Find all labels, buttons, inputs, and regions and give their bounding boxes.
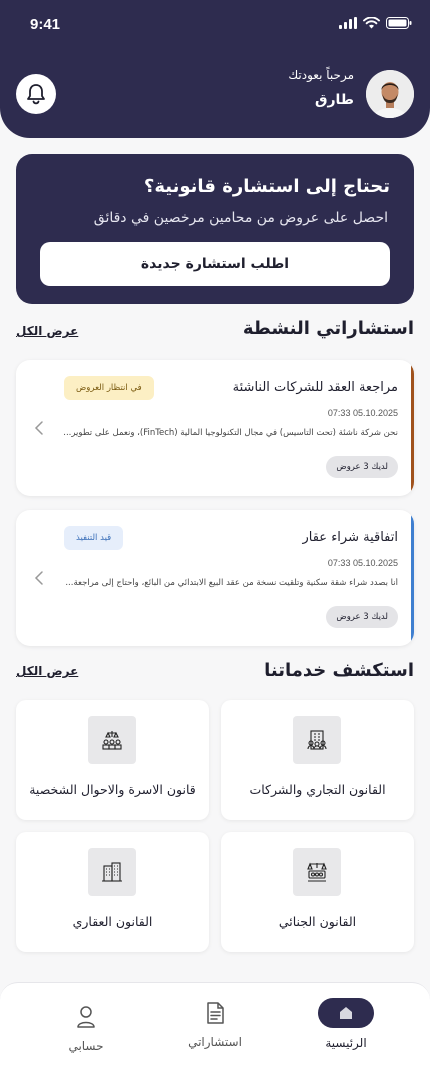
notifications-button[interactable] <box>16 74 56 114</box>
promo-subtitle: احصل على عروض من محامين مرخصين في دقائق <box>93 210 388 226</box>
family-law-icon <box>100 728 124 752</box>
active-consultations-title: استشاراتي النشطة <box>242 318 414 339</box>
status-bar <box>0 0 430 48</box>
status-icons <box>339 17 412 29</box>
status-time: 9:41 <box>30 16 61 33</box>
promo-title: تحتاج إلى استشارة قانونية؟ <box>143 176 390 197</box>
nav-label-account: حسابي <box>68 1039 104 1053</box>
nav-label-home: الرئيسية <box>325 1036 367 1050</box>
nav-item-account[interactable] <box>31 1005 141 1053</box>
consultation-date: 07:33 05.10.2025 <box>327 558 398 568</box>
offers-count-chip[interactable]: لديك 3 عروض <box>326 606 398 628</box>
bell-icon <box>26 83 46 105</box>
consultation-card[interactable] <box>16 360 414 496</box>
consultation-title: اتفاقية شراء عقار <box>302 530 398 545</box>
service-icon-box <box>293 848 341 896</box>
chevron-left-icon[interactable] <box>34 420 44 436</box>
criminal-scales-icon <box>305 860 329 884</box>
service-label: القانون الجنائي <box>278 914 357 929</box>
promo-card <box>16 154 414 304</box>
service-label: القانون العقاري <box>72 914 153 929</box>
nav-label-consultations: استشاراتي <box>188 1035 242 1049</box>
service-card-criminal[interactable] <box>221 832 414 952</box>
nav-item-consultations[interactable] <box>160 1001 270 1049</box>
wifi-icon <box>363 17 380 29</box>
service-label: القانون التجاري والشركات <box>249 782 386 797</box>
greeting-block <box>288 68 354 108</box>
signal-icon <box>339 17 357 29</box>
view-all-services-link[interactable]: عرض الكل <box>16 664 79 678</box>
bottom-navigation <box>0 982 430 1076</box>
service-icon-box <box>88 716 136 764</box>
consultation-description: نحن شركة ناشئة (تحت التأسيس) في مجال التكنولوجيا المالية (FinTech)، ونعمل على تطوير... <box>63 428 398 438</box>
real-estate-buildings-icon <box>100 860 124 884</box>
consultation-title: مراجعة العقد للشركات الناشئة <box>232 380 398 395</box>
service-icon-box <box>88 848 136 896</box>
card-accent-bar <box>411 360 414 496</box>
consultation-card[interactable] <box>16 510 414 646</box>
card-accent-bar <box>411 510 414 646</box>
avatar[interactable] <box>366 70 414 118</box>
service-label: قانون الاسرة والاحوال الشخصية <box>29 782 196 797</box>
view-all-consultations-link[interactable]: عرض الكل <box>16 324 79 338</box>
service-card-family[interactable] <box>16 700 209 820</box>
new-consultation-button[interactable]: اطلب استشارة جديدة <box>40 242 390 286</box>
greeting-text: مرحباً بعودتك <box>288 68 354 82</box>
services-title: استكشف خدماتنا <box>264 660 414 681</box>
active-nav-pill <box>318 998 374 1028</box>
chevron-left-icon[interactable] <box>34 570 44 586</box>
user-name: طارق <box>314 92 354 108</box>
service-card-real-estate[interactable] <box>16 832 209 952</box>
battery-icon <box>386 17 412 29</box>
nav-item-home[interactable] <box>291 998 401 1050</box>
user-icon <box>76 1005 96 1029</box>
document-icon <box>205 1001 225 1025</box>
consultation-description: أنا بصدد شراء شقة سكنية وتلقيت نسخة من عقد البيع الابتدائي من البائع، وأحتاج إلى مراجعة... <box>65 578 398 588</box>
status-badge: قيد التنفيذ <box>64 526 123 550</box>
consultation-date: 07:33 05.10.2025 <box>327 408 398 418</box>
user-photo-icon <box>366 70 414 118</box>
service-icon-box <box>293 716 341 764</box>
corporate-building-icon <box>305 728 329 752</box>
service-card-corporate[interactable] <box>221 700 414 820</box>
status-badge: في انتظار العروض <box>64 376 154 400</box>
home-icon <box>337 1004 355 1022</box>
offers-count-chip[interactable]: لديك 3 عروض <box>326 456 398 478</box>
